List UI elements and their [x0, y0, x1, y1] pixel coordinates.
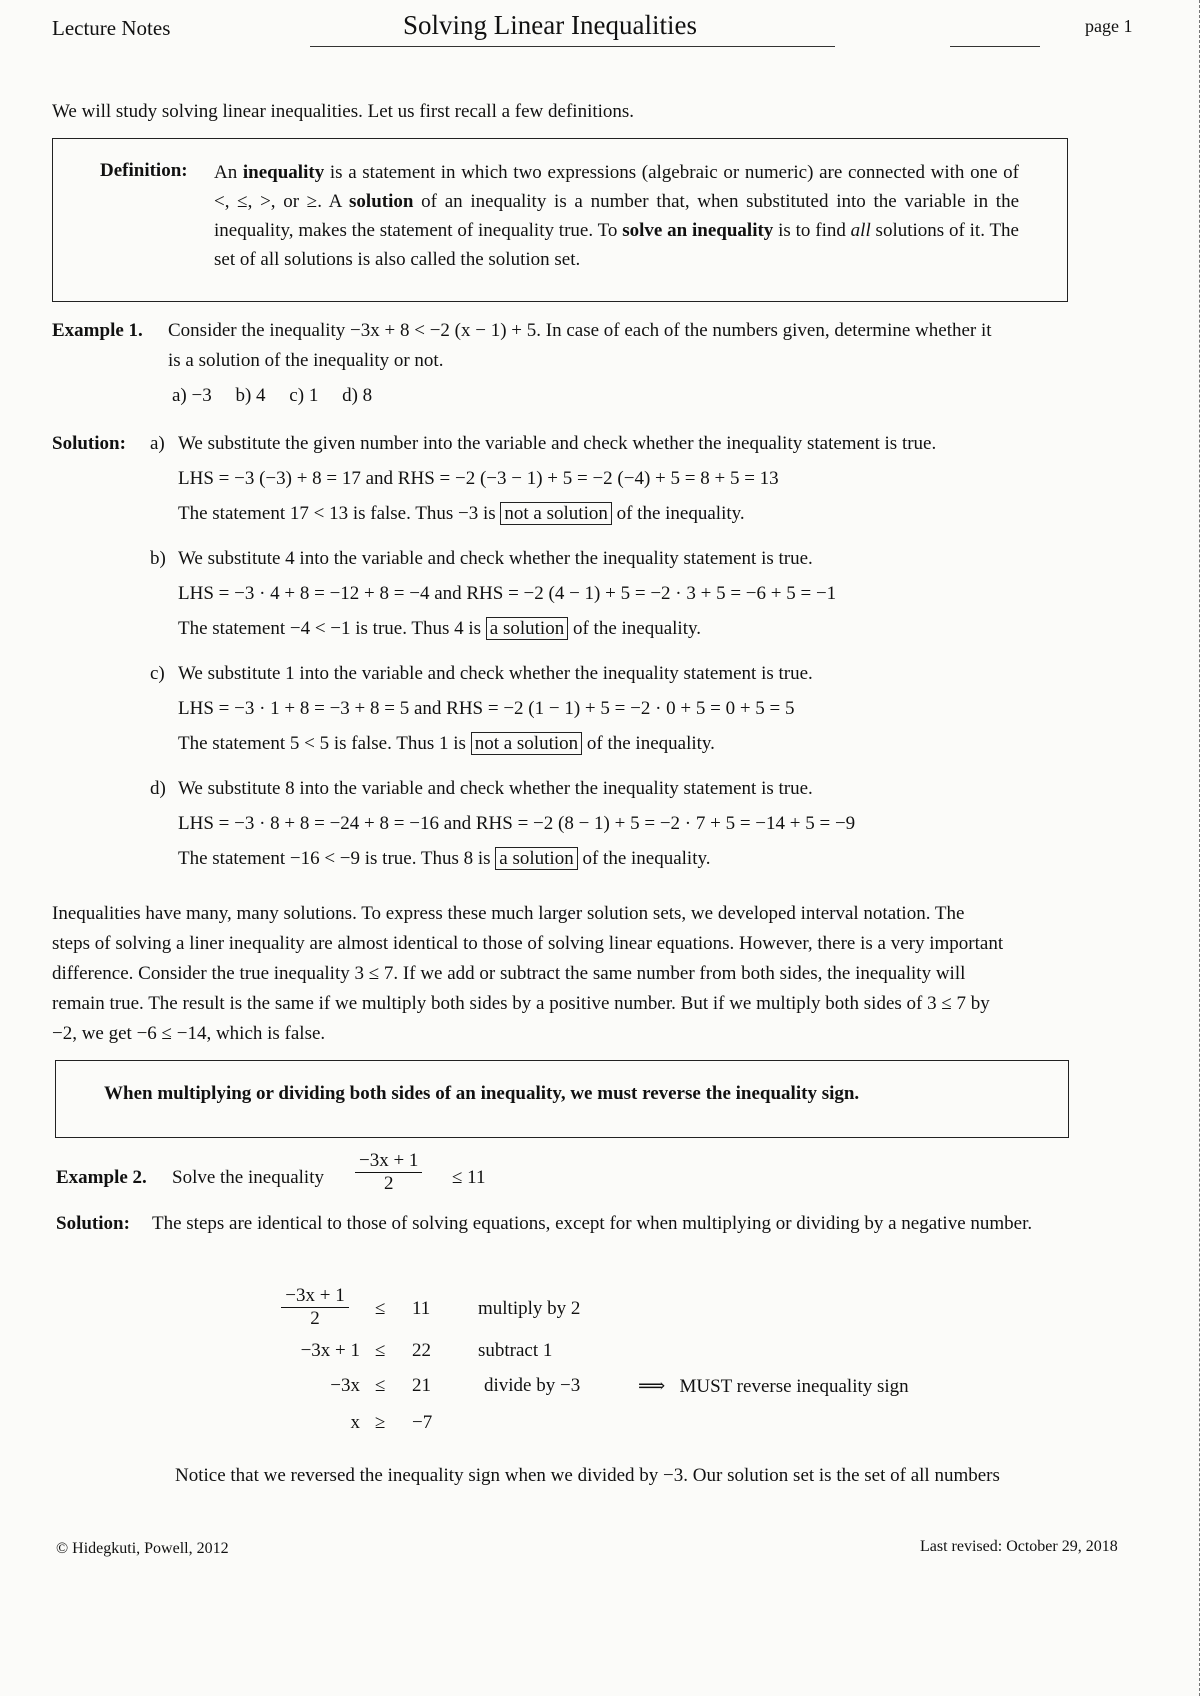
part-c-line2: LHS = −3 · 1 + 8 = −3 + 8 = 5 and RHS = −2 (1 − 1) + 5 = −2 · 0 + 5 = 0 + 5 = 5 — [178, 698, 795, 719]
example2-text: Solve the inequality — [172, 1167, 324, 1188]
example1-text1: Consider the inequality −3x + 8 < −2 (x − 1) + 5. In case of each of the numbers given, determine whether it — [168, 320, 992, 341]
def-t2: is a statement in which two expressions (algebraic or numeric) are connected with one of <, ≤, >, or ≥. A — [214, 162, 1019, 212]
step-4-lhs: x — [350, 1412, 360, 1433]
step-1-lhs — [270, 1285, 360, 1330]
step-1-rhs: 11 — [412, 1298, 431, 1319]
rule-text: When multiplying or dividing both sides of an inequality, we must reverse the inequality sign. — [104, 1083, 860, 1104]
solution1-label: Solution: — [52, 433, 126, 454]
intro-text: We will study solving linear inequalities. Let us first recall a few definitions. — [52, 101, 635, 122]
solution2-label: Solution: — [56, 1213, 130, 1234]
def-b2: solution — [349, 191, 414, 212]
scan-edge — [1196, 0, 1200, 1696]
part-a-pre: The statement 17 < 13 is false. Thus −3 is — [178, 503, 501, 524]
part-c-line1: We substitute 1 into the variable and check whether the inequality statement is true. — [178, 663, 813, 684]
def-t1: An — [214, 162, 243, 183]
step-2-rel: ≤ — [375, 1340, 386, 1361]
part-d-letter: d) — [150, 778, 166, 799]
notice-text: Notice that we reversed the inequality sign when we divided by −3. Our solution set is the set of all numbers — [175, 1465, 1000, 1486]
step-1-frac — [281, 1285, 348, 1330]
definition-label: Definition: — [100, 160, 188, 181]
step-2-lhs: −3x + 1 — [300, 1340, 360, 1361]
part-a-post: of the inequality. — [611, 503, 745, 524]
def-t4: is to find — [773, 220, 851, 241]
part-c-letter: c) — [150, 663, 165, 684]
step-4-rel: ≥ — [375, 1412, 386, 1433]
step-3-lhs: −3x — [330, 1375, 360, 1396]
step-3-rel: ≤ — [375, 1375, 386, 1396]
def-i1: all — [850, 220, 871, 241]
part-d-post: of the inequality. — [577, 848, 711, 869]
step-1-note: multiply by 2 — [478, 1298, 581, 1319]
paragraph-line-4: remain true. The result is the same if we multiply both sides by a positive number. But if we multiply both sides of 3 ≤ 7 by — [52, 993, 990, 1014]
solution2-text: The steps are identical to those of solving equations, except for when multiplying or dividing by a negative number. — [152, 1213, 1033, 1234]
step-1-den: 2 — [310, 1308, 320, 1329]
paragraph-line-5: −2, we get −6 ≤ −14, which is false. — [52, 1023, 326, 1044]
part-b-line3 — [178, 618, 701, 640]
def-t5: solutions of it. The set of all solutions is also called the solution set. — [214, 220, 1019, 270]
part-d-line3 — [178, 848, 711, 870]
part-d-line1: We substitute 8 into the variable and check whether the inequality statement is true. — [178, 778, 813, 799]
example2-label: Example 2. — [56, 1167, 147, 1188]
paragraph-line-3: difference. Consider the true inequality 3 ≤ 7. If we add or subtract the same number from both sides, the inequality will — [52, 963, 966, 984]
step-4-rhs: −7 — [412, 1412, 433, 1433]
part-c-post: of the inequality. — [582, 733, 715, 754]
def-b3: solve an inequality — [622, 220, 774, 241]
header-rule — [310, 46, 835, 47]
part-a-answer: not a solution — [500, 502, 611, 525]
part-b-line2: LHS = −3 · 4 + 8 = −12 + 8 = −4 and RHS = −2 (4 − 1) + 5 = −2 · 3 + 5 = −6 + 5 = −1 — [178, 583, 837, 604]
example1-label: Example 1. — [52, 320, 143, 341]
part-b-post: of the inequality. — [568, 618, 702, 639]
example2-fraction — [355, 1150, 422, 1195]
part-a-line3 — [178, 503, 745, 525]
page-number: page 1 — [1085, 16, 1133, 36]
part-a-line1: We substitute the given number into the variable and check whether the inequality statement is true. — [178, 433, 937, 454]
part-c-answer: not a solution — [471, 732, 582, 755]
footer-right: Last revised: October 29, 2018 — [920, 1538, 1118, 1555]
header-left: Lecture Notes — [52, 16, 171, 40]
example1-text2: is a solution of the inequality or not. — [168, 350, 444, 371]
step-1-num: −3x + 1 — [281, 1285, 348, 1308]
header-rule-right — [950, 46, 1040, 47]
example2-frac — [355, 1150, 422, 1195]
part-a-letter: a) — [150, 433, 165, 454]
page-title: Solving Linear Inequalities — [403, 10, 697, 40]
def-b1: inequality — [242, 162, 325, 183]
example2-den: 2 — [383, 1173, 394, 1194]
definition-text — [214, 158, 1019, 274]
part-d-line2: LHS = −3 · 8 + 8 = −24 + 8 = −16 and RHS = −2 (8 − 1) + 5 = −2 · 7 + 5 = −14 + 5 = −9 — [178, 813, 856, 834]
part-d-pre: The statement −16 < −9 is true. Thus 8 is — [178, 848, 496, 869]
step-3-rhs: 21 — [412, 1375, 431, 1396]
footer-left: © Hidegkuti, Powell, 2012 — [56, 1540, 229, 1557]
example2-rhs: ≤ 11 — [452, 1167, 486, 1188]
example1-choices: a) −3 b) 4 c) 1 d) 8 — [172, 385, 373, 406]
def-t3: of an inequality is a number that, when substituted into the variable in the inequality, makes the statement of inequality true. To — [214, 191, 1020, 241]
step-3-note: divide by −3 — [484, 1375, 581, 1396]
step-3-extra: ⟹ MUST reverse inequality sign — [638, 1376, 909, 1397]
step-1-rel: ≤ — [375, 1298, 386, 1319]
step-2-note: subtract 1 — [478, 1340, 553, 1361]
part-d-answer: a solution — [495, 847, 577, 870]
part-b-letter: b) — [150, 548, 166, 569]
part-b-pre: The statement −4 < −1 is true. Thus 4 is — [178, 618, 486, 639]
part-b-line1: We substitute 4 into the variable and check whether the inequality statement is true. — [178, 548, 813, 569]
paragraph-line-2: steps of solving a liner inequality are almost identical to those of solving linear equations. However, there is a very important — [52, 933, 1004, 954]
paragraph-line-1: Inequalities have many, many solutions. To express these much larger solution sets, we developed interval notation. The — [52, 903, 965, 924]
part-b-answer: a solution — [486, 617, 568, 640]
step-2-rhs: 22 — [412, 1340, 431, 1361]
example2-num: −3x + 1 — [355, 1150, 422, 1173]
part-a-line2: LHS = −3 (−3) + 8 = 17 and RHS = −2 (−3 − 1) + 5 = −2 (−4) + 5 = 8 + 5 = 13 — [178, 468, 779, 489]
part-c-pre: The statement 5 < 5 is false. Thus 1 is — [178, 733, 471, 754]
part-c-line3 — [178, 733, 715, 755]
